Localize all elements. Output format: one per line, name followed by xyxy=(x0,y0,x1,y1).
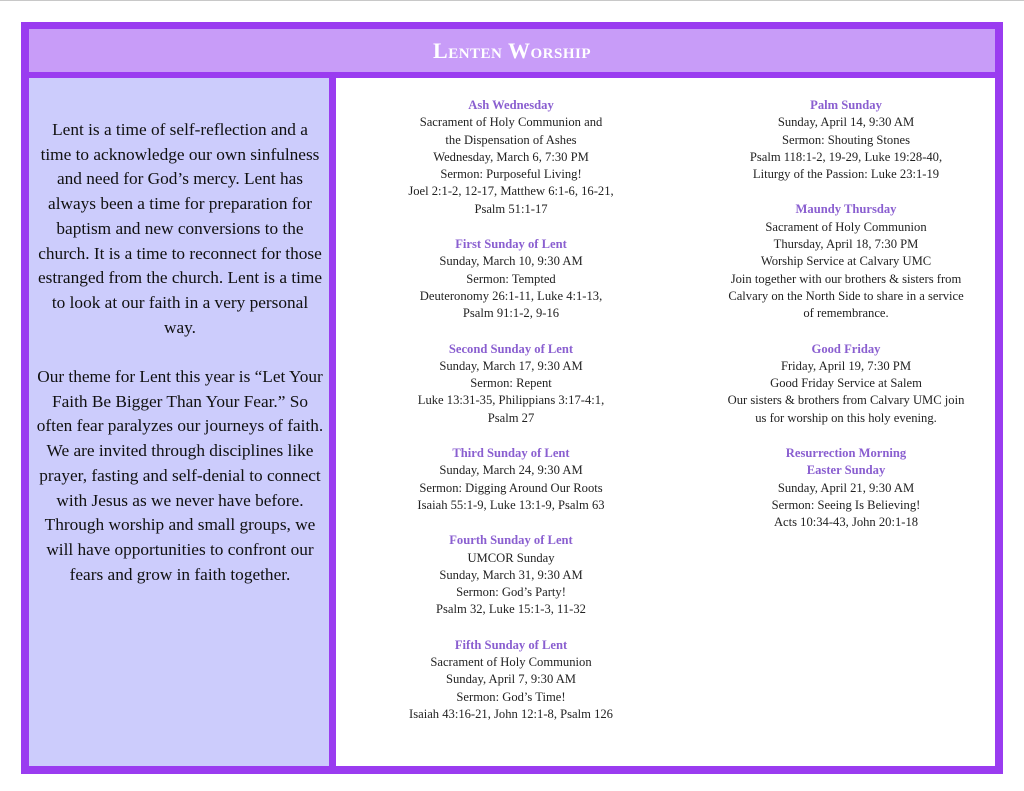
service-scripture: Isaiah 43:16-21, John 12:1-8, Psalm 126 xyxy=(409,706,613,721)
service-sermon: Sermon: Tempted xyxy=(466,271,556,286)
service-scripture: Psalm 51:1-17 xyxy=(474,201,548,216)
service-title: Fourth Sunday of Lent xyxy=(449,533,573,548)
service-scripture: Psalm 118:1-2, 19-29, Luke 19:28-40, xyxy=(749,149,943,164)
service-sermon: Sermon: Seeing Is Believing! xyxy=(771,497,921,512)
service-title: First Sunday of Lent xyxy=(455,237,567,252)
service-first-sunday xyxy=(346,236,676,322)
intro-paragraph-2: Our theme for Lent this year is “Let Your Faith Be Bigger Than Your Fear.” So often fear paralyzes our journeys of faith. We are invited through disciplines like prayer, fasting and self-denial to connect with Jesus as we never have before. Through worship and small groups, we will have opportunities to confront our fears and grow in faith together. xyxy=(36,367,324,584)
service-detail: Worship Service at Calvary UMC xyxy=(760,254,932,269)
schedule-column-right xyxy=(681,97,1011,532)
service-sermon: Sermon: Digging Around Our Roots xyxy=(419,480,603,495)
service-date: Sunday, April 21, 9:30 AM xyxy=(777,480,915,495)
service-date: Sunday, March 10, 9:30 AM xyxy=(439,254,583,269)
service-palm-sunday xyxy=(681,97,1011,183)
service-easter xyxy=(681,445,1011,531)
service-sermon: Sermon: God’s Party! xyxy=(456,585,566,600)
service-detail: Sacrament of Holy Communion xyxy=(430,655,592,670)
service-scripture: Joel 2:1-2, 12-17, Matthew 6:1-6, 16-21, xyxy=(408,184,614,199)
service-title: Palm Sunday xyxy=(810,98,882,112)
service-second-sunday xyxy=(346,341,676,427)
service-title: Maundy Thursday xyxy=(795,202,897,217)
service-detail: Good Friday Service at Salem xyxy=(770,376,922,391)
service-date: Friday, April 19, 7:30 PM xyxy=(780,358,912,373)
header-banner xyxy=(29,29,995,72)
service-date: Sunday, April 7, 9:30 AM xyxy=(445,672,577,687)
service-detail: the Dispensation of Ashes xyxy=(445,132,577,147)
service-detail: Join together with our brothers & sisters from xyxy=(730,271,962,286)
service-detail: Our sisters & brothers from Calvary UMC join xyxy=(727,393,965,408)
schedule-panel xyxy=(336,78,995,766)
service-maundy-thursday xyxy=(681,201,1011,322)
service-scripture: Psalm 27 xyxy=(487,410,535,425)
service-title: Fifth Sunday of Lent xyxy=(454,637,568,652)
service-title: Resurrection Morning xyxy=(785,446,907,461)
service-detail: of remembrance. xyxy=(803,306,889,321)
service-sermon: Sermon: Purposeful Living! xyxy=(440,167,582,182)
page-title: Lenten Worship xyxy=(433,38,591,63)
service-scripture: Psalm 91:1-2, 9-16 xyxy=(462,306,560,321)
top-divider xyxy=(0,0,1024,1)
service-title: Ash Wednesday xyxy=(468,98,554,112)
service-detail: Calvary on the North Side to share in a service xyxy=(728,288,964,303)
service-date: Wednesday, March 6, 7:30 PM xyxy=(433,149,589,164)
service-title: Good Friday xyxy=(811,341,881,356)
service-date: Sunday, March 24, 9:30 AM xyxy=(439,463,583,478)
service-date: Sunday, April 14, 9:30 AM xyxy=(777,115,915,130)
service-subtitle: Easter Sunday xyxy=(806,463,886,478)
service-scripture: Luke 13:31-35, Philippians 3:17-4:1, xyxy=(417,393,605,408)
service-scripture: Deuteronomy 26:1-11, Luke 4:1-13, xyxy=(419,288,603,303)
service-detail: us for worship on this holy evening. xyxy=(755,410,937,425)
service-fifth-sunday xyxy=(346,637,676,723)
intro-text xyxy=(35,118,325,587)
service-sermon: Sermon: Repent xyxy=(470,376,552,391)
service-scripture: Psalm 32, Luke 15:1-3, 11-32 xyxy=(436,602,586,617)
service-date: Sunday, March 31, 9:30 AM xyxy=(439,567,583,582)
service-third-sunday xyxy=(346,445,676,514)
service-sermon: Sermon: Shouting Stones xyxy=(781,132,911,147)
service-good-friday xyxy=(681,341,1011,427)
service-detail: Sacrament of Holy Communion and xyxy=(419,115,603,130)
intro-panel xyxy=(29,78,329,766)
service-date: Thursday, April 18, 7:30 PM xyxy=(773,237,919,252)
service-title: Third Sunday of Lent xyxy=(452,446,570,461)
service-detail: UMCOR Sunday xyxy=(467,550,555,565)
intro-paragraph-1: Lent is a time of self-reflection and a time to acknowledge our own sinfulness and need for God’s mercy. Lent has always been a time for preparation for baptism and new conversions to the church. It is a time to reconnect for those estranged from the church. Lent is a time to look at our faith in a very personal way. xyxy=(37,120,323,337)
service-title: Second Sunday of Lent xyxy=(448,341,574,356)
schedule-column-left xyxy=(346,97,676,723)
service-ash-wednesday xyxy=(346,97,676,218)
service-sermon: Sermon: God’s Time! xyxy=(456,689,566,704)
service-scripture: Isaiah 55:1-9, Luke 13:1-9, Psalm 63 xyxy=(417,497,605,512)
service-scripture: Liturgy of the Passion: Luke 23:1-19 xyxy=(752,167,940,182)
service-date: Sunday, March 17, 9:30 AM xyxy=(439,358,583,373)
service-fourth-sunday xyxy=(346,532,676,618)
service-scripture: Acts 10:34-43, John 20:1-18 xyxy=(773,515,919,530)
service-detail: Sacrament of Holy Communion xyxy=(765,219,927,234)
